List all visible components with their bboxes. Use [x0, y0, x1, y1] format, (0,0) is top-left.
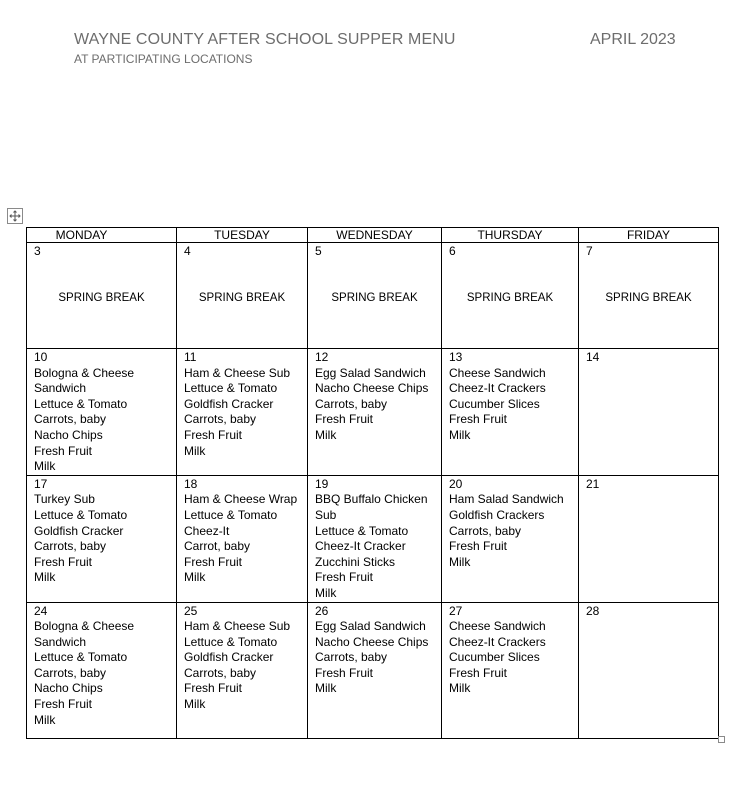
menu-item: Fresh Fruit	[34, 443, 93, 458]
menu-item: Fresh Fruit	[315, 665, 374, 680]
day-number: 17	[34, 476, 48, 491]
menu-item: Carrot, baby	[184, 539, 251, 554]
menu-item: Lettuce & Tomato	[184, 634, 278, 649]
menu-item: Milk	[449, 681, 471, 696]
spring-break-note: SPRING BREAK	[466, 291, 554, 304]
menu-item: Nacho Chips	[34, 427, 103, 442]
day-number: 20	[449, 476, 463, 491]
menu-item: Milk	[34, 712, 56, 727]
table-resize-handle[interactable]	[718, 736, 725, 743]
header-wednesday: WEDNESDAY	[308, 228, 442, 243]
spring-break-note: SPRING BREAK	[605, 291, 692, 304]
header-thursday: THURSDAY	[442, 228, 579, 243]
day-number: 6	[449, 244, 456, 258]
week-row	[27, 475, 719, 602]
week-row	[27, 349, 719, 476]
menu-item: Cheez-It Cracker	[315, 539, 406, 554]
menu-item: BBQ Buffalo Chicken	[315, 492, 428, 507]
day-cell	[579, 349, 719, 476]
day-number: 27	[449, 603, 463, 618]
menu-item: Milk	[315, 681, 337, 696]
menu-item: Fresh Fruit	[184, 427, 243, 442]
day-cell	[308, 475, 442, 602]
menu-item: Milk	[315, 427, 337, 442]
move-arrows-icon	[8, 209, 22, 223]
day-number: 10	[34, 350, 48, 364]
day-cell	[442, 349, 579, 476]
menu-item: Ham & Cheese Sub	[184, 619, 291, 634]
menu-item: Carrots, baby	[34, 665, 107, 680]
menu-item: Milk	[449, 427, 471, 442]
menu-item: Goldfish Cracker	[184, 650, 274, 665]
menu-item: Carrots, baby	[449, 523, 522, 538]
menu-item: Lettuce & Tomato	[34, 396, 128, 411]
menu-item: Lettuce & Tomato	[184, 507, 278, 522]
day-cell	[442, 475, 579, 602]
table-move-handle[interactable]	[7, 208, 23, 224]
menu-item: Milk	[34, 459, 56, 474]
day-number: 12	[315, 350, 329, 364]
menu-item: Fresh Fruit	[184, 681, 243, 696]
day-cell	[177, 243, 308, 349]
day-cell	[27, 349, 177, 476]
spring-break-note: SPRING BREAK	[331, 291, 418, 304]
menu-item: Egg Salad Sandwich	[315, 619, 426, 634]
menu-item: Fresh Fruit	[315, 412, 374, 427]
menu-item: Fresh Fruit	[315, 570, 374, 585]
day-cell	[177, 602, 308, 738]
header-friday: FRIDAY	[579, 228, 719, 243]
day-number: 11	[184, 350, 197, 364]
menu-item: Cheez-It Crackers	[449, 634, 546, 649]
menu-item: Nacho Cheese Chips	[315, 634, 429, 649]
week-row	[27, 243, 719, 349]
day-cell	[27, 475, 177, 602]
day-number: 3	[34, 244, 41, 258]
day-number: 24	[34, 603, 48, 618]
day-cell	[442, 243, 579, 349]
menu-item: Carrots, baby	[34, 539, 107, 554]
menu-item: Cheez-It Crackers	[449, 381, 546, 396]
day-cell	[579, 243, 719, 349]
menu-item: Carrots, baby	[34, 412, 107, 427]
menu-item: Bologna & Cheese	[34, 365, 135, 380]
menu-item: Milk	[184, 697, 206, 712]
day-number: 25	[184, 603, 198, 618]
menu-item: Lettuce & Tomato	[184, 381, 278, 396]
menu-item: Lettuce & Tomato	[315, 523, 409, 538]
menu-item: Egg Salad Sandwich	[315, 365, 426, 380]
menu-item: Sandwich	[34, 634, 87, 649]
menu-item: Milk	[184, 570, 206, 585]
menu-item: Ham & Cheese Wrap	[184, 492, 298, 507]
menu-item: Cheese Sandwich	[449, 365, 546, 380]
day-cell	[579, 602, 719, 738]
weekday-header-row	[27, 228, 719, 243]
menu-item: Cheese Sandwich	[449, 619, 546, 634]
menu-calendar-table	[26, 227, 719, 739]
menu-item: Milk	[184, 443, 206, 458]
menu-item: Sandwich	[34, 381, 87, 396]
day-cell	[308, 243, 442, 349]
menu-item: Milk	[34, 570, 56, 585]
spring-break-note: SPRING BREAK	[198, 291, 286, 304]
menu-item: Goldfish Cracker	[34, 523, 124, 538]
menu-item: Lettuce & Tomato	[34, 507, 128, 522]
menu-item: Cucumber Slices	[449, 396, 540, 411]
day-number: 5	[315, 244, 322, 258]
day-cell	[308, 602, 442, 738]
day-number: 7	[586, 244, 593, 258]
document-title: WAYNE COUNTY AFTER SCHOOL SUPPER MENU	[74, 31, 456, 48]
menu-item: Carrots, baby	[184, 412, 257, 427]
day-number: 4	[184, 244, 191, 258]
day-number: 26	[315, 603, 329, 618]
menu-item: Goldfish Crackers	[449, 507, 545, 522]
day-cell	[579, 475, 719, 602]
menu-item: Goldfish Cracker	[184, 396, 274, 411]
menu-item: Milk	[315, 585, 337, 600]
header-tuesday: TUESDAY	[177, 228, 308, 243]
menu-item: Lettuce & Tomato	[34, 650, 128, 665]
menu-item: Fresh Fruit	[34, 697, 93, 712]
menu-item: Cheez-It	[184, 523, 230, 538]
menu-item: Bologna & Cheese	[34, 619, 135, 634]
spring-break-note: SPRING BREAK	[58, 291, 145, 304]
document-subtitle: AT PARTICIPATING LOCATIONS	[74, 52, 253, 66]
day-cell	[442, 602, 579, 738]
menu-item: Cucumber Slices	[449, 650, 540, 665]
day-number: 18	[184, 476, 198, 491]
menu-item: Nacho Chips	[34, 681, 103, 696]
day-number: 21	[586, 476, 600, 491]
day-number: 13	[449, 350, 463, 364]
menu-item: Fresh Fruit	[449, 539, 508, 554]
day-cell	[177, 349, 308, 476]
menu-item: Nacho Cheese Chips	[315, 381, 429, 396]
menu-item: Ham & Cheese Sub	[184, 365, 291, 380]
menu-item: Fresh Fruit	[449, 665, 508, 680]
menu-item: Carrots, baby	[184, 665, 257, 680]
menu-item: Carrots, baby	[315, 650, 388, 665]
document-date: APRIL 2023	[590, 31, 676, 48]
day-cell	[308, 349, 442, 476]
menu-item: Turkey Sub	[34, 492, 95, 507]
menu-item: Ham Salad Sandwich	[449, 492, 564, 507]
header-monday: MONDAY	[27, 228, 177, 243]
day-cell	[177, 475, 308, 602]
day-cell	[27, 243, 177, 349]
day-number: 28	[586, 603, 600, 618]
menu-item: Carrots, baby	[315, 396, 388, 411]
menu-item: Fresh Fruit	[34, 554, 93, 569]
day-cell	[27, 602, 177, 738]
menu-item: Zucchini Sticks	[315, 554, 396, 569]
menu-item: Fresh Fruit	[449, 412, 508, 427]
week-row	[27, 602, 719, 738]
day-number: 19	[315, 476, 329, 491]
menu-item: Fresh Fruit	[184, 554, 243, 569]
menu-item: Milk	[449, 554, 471, 569]
day-number: 14	[586, 350, 600, 364]
menu-item: Sub	[315, 507, 337, 522]
